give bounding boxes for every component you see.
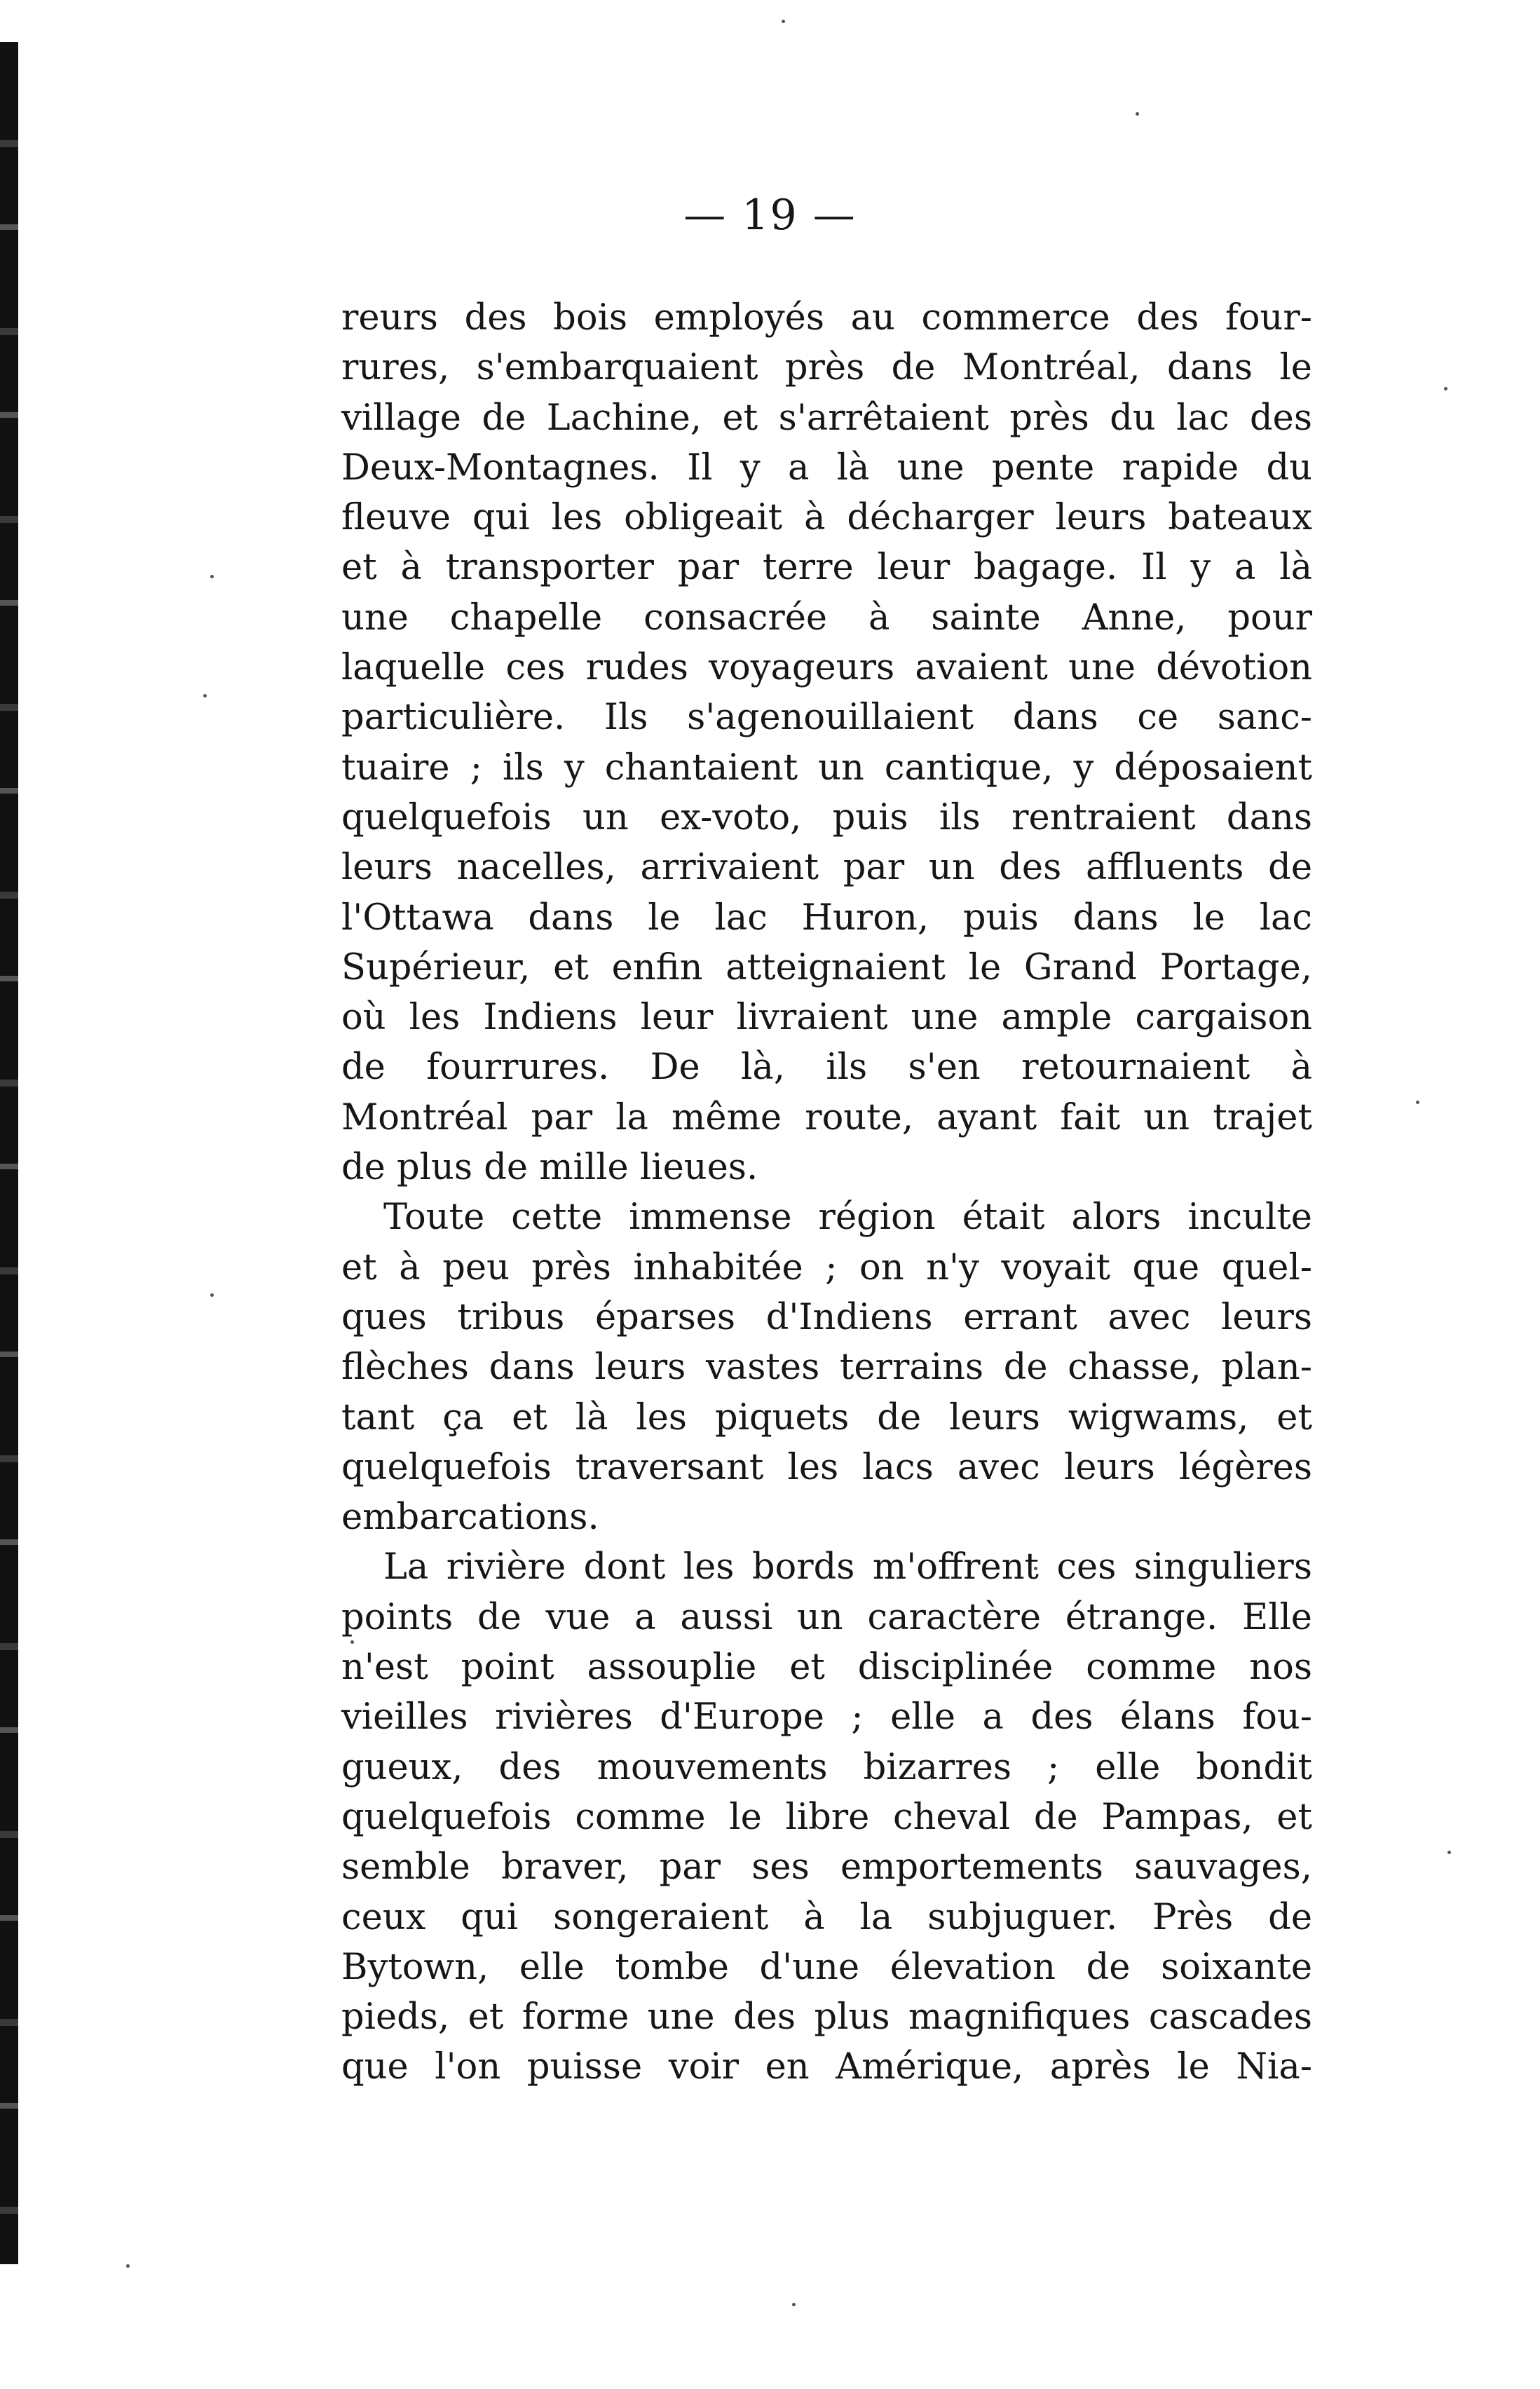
- text-line: et à transporter par terre leur bagage. Il y a là: [341, 547, 1312, 589]
- binding-edge: [0, 42, 18, 2264]
- text-line: Montréal par la même route, ayant fait un trajet: [341, 1096, 1312, 1138]
- paragraph-start-line: La rivière dont les bords m'offrent ces singuliers: [383, 1546, 1312, 1588]
- text-line: flèches dans leurs vastes terrains de chasse, plan-: [341, 1347, 1312, 1389]
- scan-speck: [782, 20, 785, 23]
- text-line: une chapelle consacrée à sainte Anne, pour: [341, 597, 1312, 639]
- text-line: ceux qui songeraient à la subjuguer. Près de: [341, 1896, 1312, 1938]
- text-line: particulière. Ils s'agenouillaient dans ce sanc-: [341, 697, 1312, 739]
- text-line: points de vue a aussi un caractère étrange. Elle: [341, 1596, 1312, 1638]
- paragraph-start-line: Toute cette immense région était alors inculte: [383, 1197, 1312, 1239]
- scan-speck: [126, 2264, 130, 2268]
- text-line: quelquefois un ex-voto, puis ils rentraient dans: [341, 796, 1312, 838]
- scan-speck: [1136, 112, 1139, 116]
- text-line: l'Ottawa dans le lac Huron, puis dans le lac: [341, 897, 1312, 939]
- body-text: [341, 293, 1312, 2092]
- text-line: n'est point assouplie et disciplinée comme nos: [341, 1647, 1312, 1689]
- scan-speck: [1447, 1851, 1451, 1854]
- text-line: Supérieur, et enfin atteignaient le Grand Portage,: [341, 946, 1312, 988]
- scan-speck: [210, 1293, 214, 1297]
- page-number: — 19 —: [683, 191, 857, 240]
- scan-speck: [1444, 387, 1447, 390]
- text-line: fleuve qui les obligeait à décharger leurs bateaux: [341, 497, 1312, 539]
- text-line: gueux, des mouvements bizarres ; elle bondit: [341, 1746, 1312, 1788]
- text-line: rures, s'embarquaient près de Montréal, dans le: [341, 347, 1312, 389]
- text-line: quelquefois comme le libre cheval de Pampas, et: [341, 1796, 1312, 1838]
- text-line: Deux-Montagnes. Il y a là une pente rapide du: [341, 447, 1312, 489]
- text-line: tuaire ; ils y chantaient un cantique, y déposaient: [341, 747, 1312, 789]
- scan-speck: [792, 2303, 796, 2306]
- text-line: pieds, et forme une des plus magnifiques cascades: [341, 1996, 1312, 2039]
- text-line: où les Indiens leur livraient une ample cargaison: [341, 997, 1312, 1039]
- text-line: ques tribus éparses d'Indiens errant avec leurs: [341, 1296, 1312, 1338]
- text-line: de fourrures. De là, ils s'en retournaient à: [341, 1047, 1312, 1089]
- text-line: et à peu près inhabitée ; on n'y voyait que quel-: [341, 1246, 1312, 1288]
- text-line: Bytown, elle tombe d'une élevation de soixante: [341, 1946, 1312, 1988]
- text-line: leurs nacelles, arrivaient par un des affluents de: [341, 847, 1312, 889]
- text-line: reurs des bois employés au commerce des four-: [341, 297, 1312, 339]
- scan-speck: [210, 575, 214, 578]
- scan-speck: [1416, 1101, 1419, 1104]
- scan-speck: [203, 694, 207, 697]
- paragraph-end-line: de plus de mille lieues.: [341, 1147, 758, 1189]
- paragraph-end-line: embarcations.: [341, 1497, 599, 1539]
- text-line: que l'on puisse voir en Amérique, après le Nia-: [341, 2046, 1312, 2088]
- text-line: quelquefois traversant les lacs avec leurs légères: [341, 1446, 1312, 1488]
- text-line: semble braver, par ses emportements sauvages,: [341, 1846, 1312, 1888]
- text-line: tant ça et là les piquets de leurs wigwams, et: [341, 1396, 1312, 1438]
- text-line: laquelle ces rudes voyageurs avaient une dévotion: [341, 647, 1312, 689]
- text-line: village de Lachine, et s'arrêtaient près du lac des: [341, 397, 1312, 439]
- text-line: vieilles rivières d'Europe ; elle a des élans fou-: [341, 1696, 1312, 1738]
